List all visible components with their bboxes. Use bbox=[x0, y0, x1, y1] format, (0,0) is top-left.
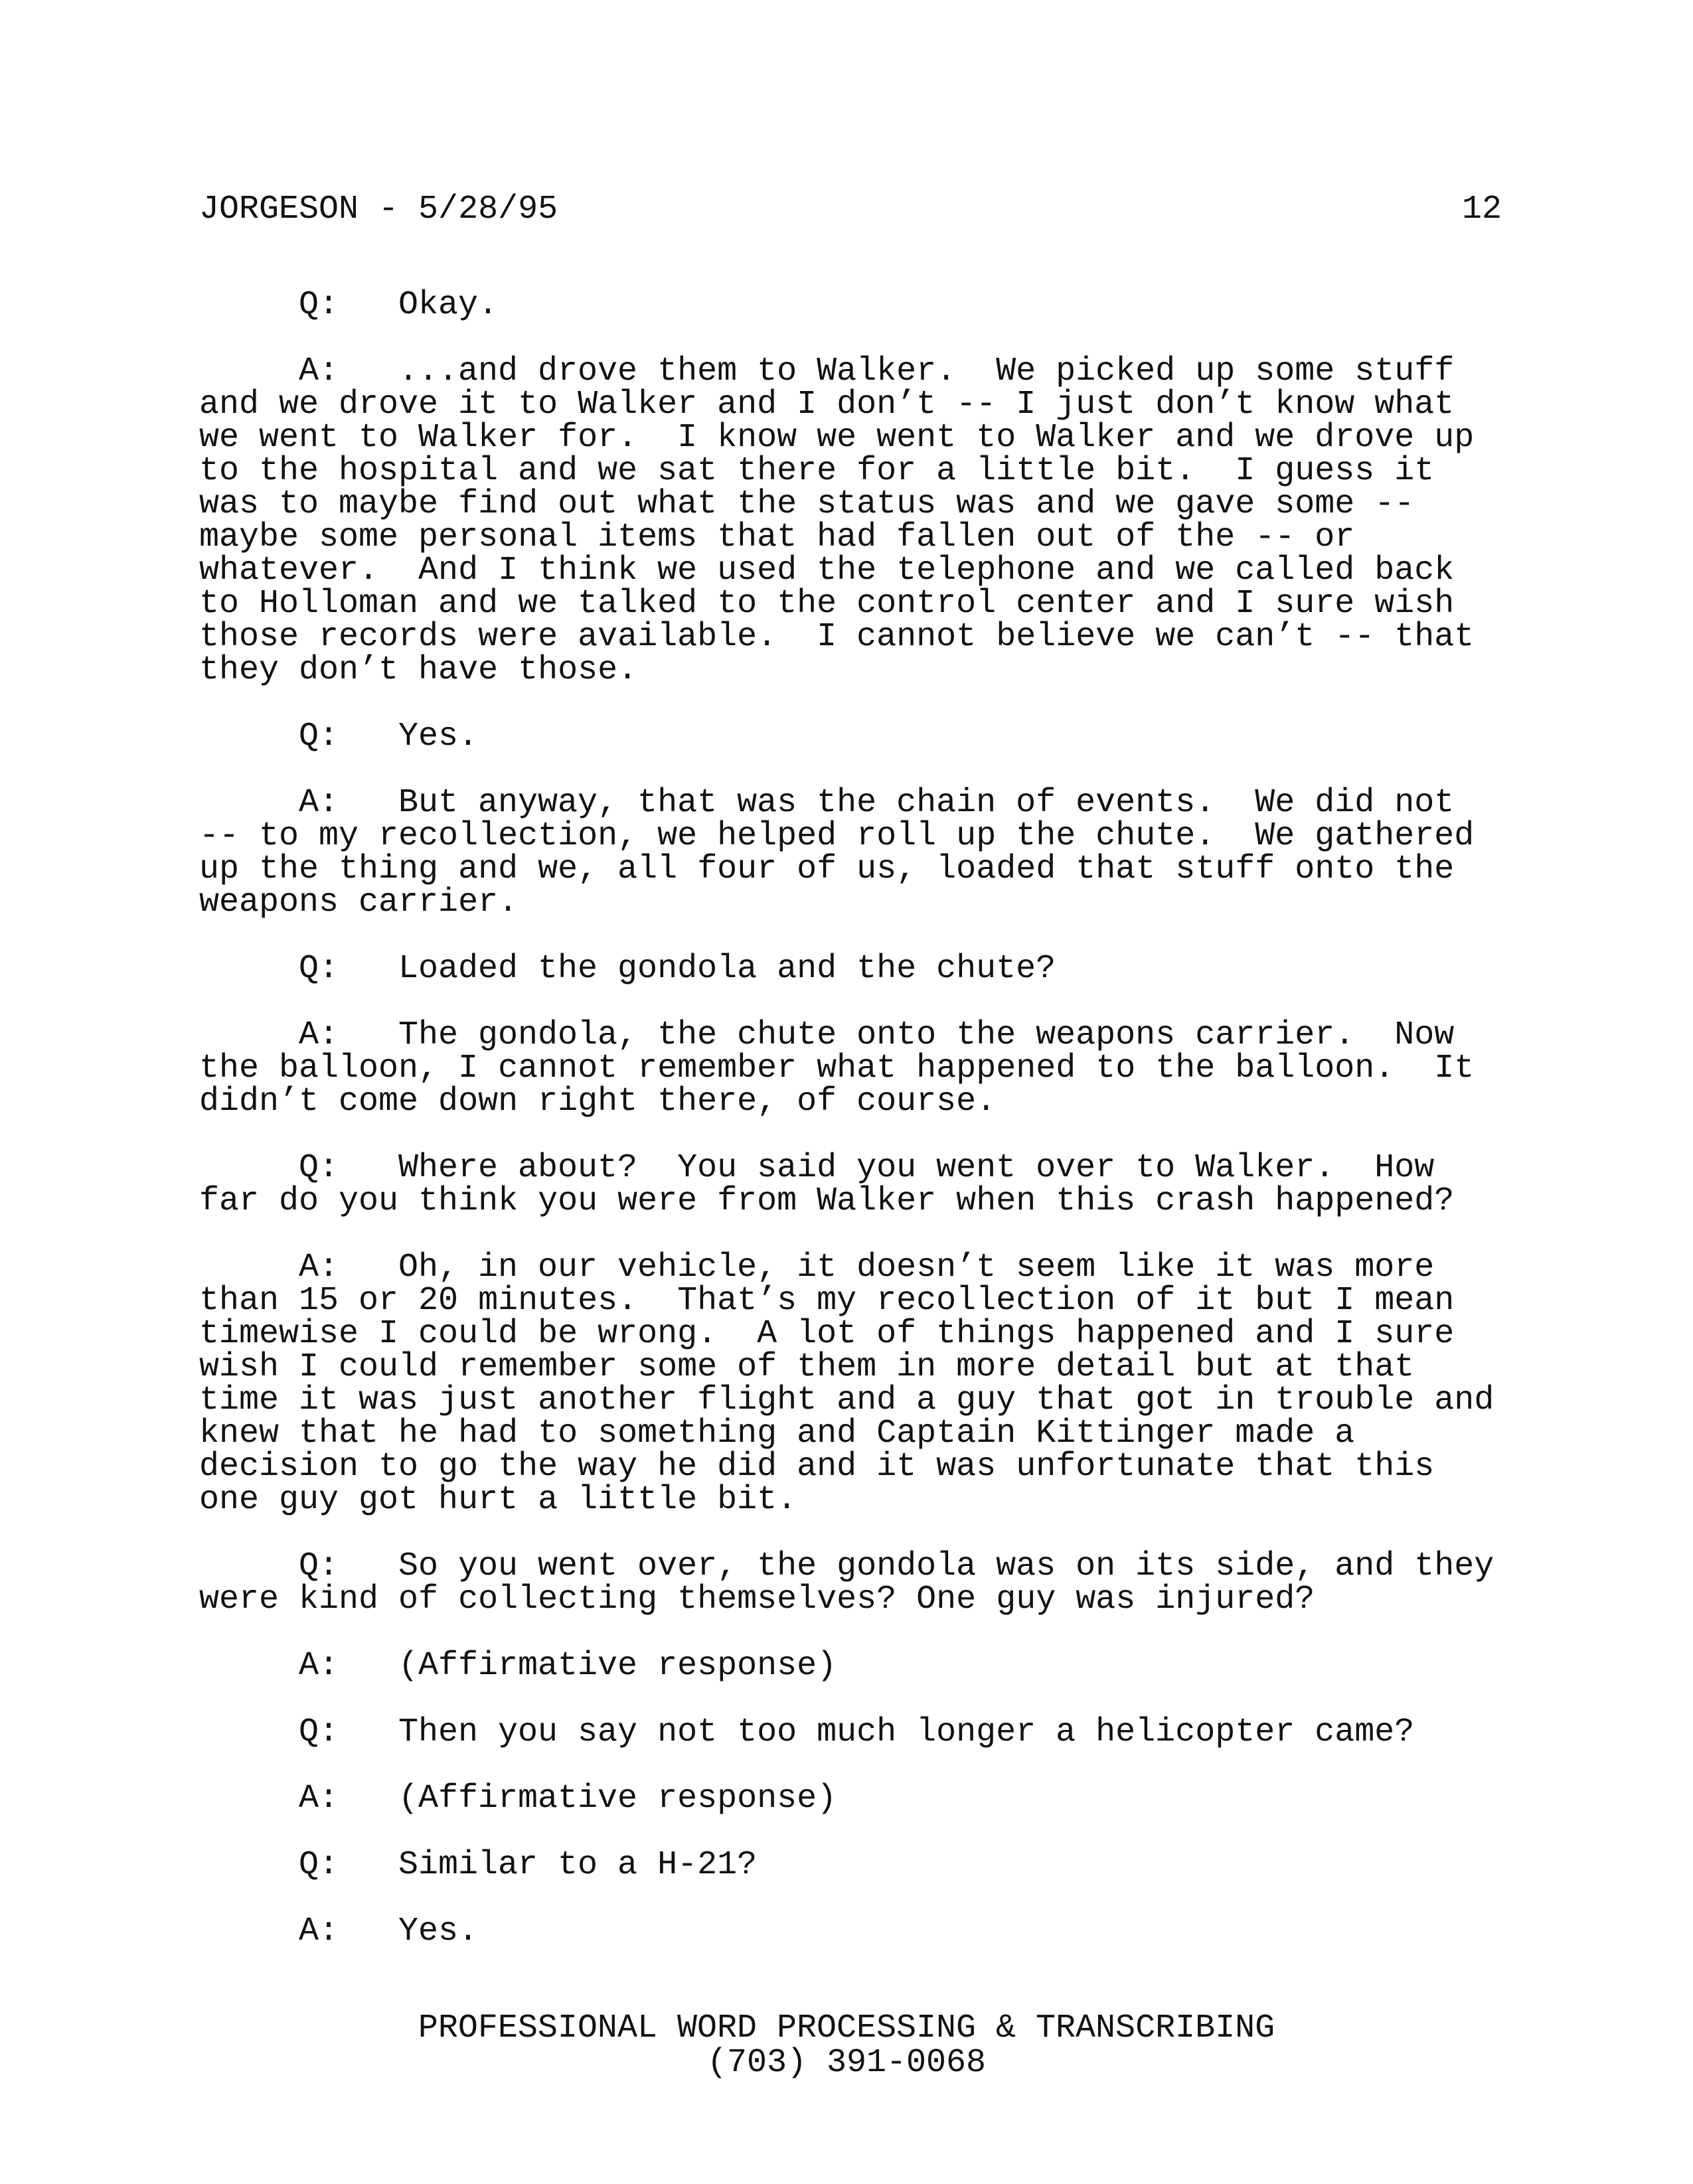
transcript-line bbox=[199, 784, 1514, 822]
transcript-line bbox=[199, 1016, 1514, 1054]
speaker-label: A: bbox=[299, 1016, 339, 1054]
line-text: The gondola, the chute onto the weapons carrier. Now bbox=[398, 1016, 1455, 1054]
speaker-label: Q: bbox=[299, 1713, 339, 1751]
transcript-line bbox=[199, 485, 1514, 523]
line-text: was to maybe find out what the status was and we gave some -- bbox=[199, 485, 1415, 523]
speaker-label: A: bbox=[299, 1912, 339, 1950]
line-text: one guy got hurt a little bit. bbox=[199, 1481, 797, 1519]
speaker-label: Q: bbox=[299, 1846, 339, 1884]
line-text: Yes. bbox=[398, 1912, 479, 1950]
transcript-line bbox=[199, 1912, 1514, 1950]
transcript-line bbox=[199, 720, 1514, 753]
line-text: Loaded the gondola and the chute? bbox=[398, 950, 1056, 988]
transcript-line bbox=[199, 1149, 1514, 1187]
answer-entry bbox=[199, 784, 1514, 921]
line-text: Then you say not too much longer a helicopter came? bbox=[398, 1713, 1415, 1751]
line-text: weapons carrier. bbox=[199, 884, 519, 921]
transcript-line bbox=[199, 452, 1514, 490]
transcript-line bbox=[199, 1282, 1514, 1320]
speaker-label: Q: bbox=[299, 1547, 339, 1585]
transcript-line bbox=[199, 618, 1514, 656]
line-text: were kind of collecting themselves? One guy was injured? bbox=[199, 1581, 1315, 1618]
line-text: decision to go the way he did and it was unfortunate that this bbox=[199, 1448, 1435, 1486]
transcript-line bbox=[199, 1417, 1514, 1450]
speaker-label: A: bbox=[299, 352, 339, 390]
transcript-line bbox=[199, 1315, 1514, 1353]
transcript-line bbox=[199, 419, 1514, 457]
answer-entry bbox=[199, 1782, 1514, 1816]
page-number: 12 bbox=[1461, 191, 1502, 228]
transcript-line bbox=[199, 1052, 1514, 1085]
transcript-body bbox=[199, 286, 1514, 1982]
line-text: Oh, in our vehicle, it doesn’t seem like it was more bbox=[398, 1249, 1435, 1287]
transcript-line bbox=[199, 1251, 1514, 1285]
transcript-line bbox=[199, 587, 1514, 621]
answer-entry bbox=[199, 1647, 1514, 1685]
line-text: Okay. bbox=[398, 286, 499, 324]
transcript-line bbox=[199, 388, 1514, 422]
transcript-line bbox=[199, 1782, 1514, 1816]
line-text: up the thing and we, all four of us, loaded that stuff onto the bbox=[199, 850, 1455, 888]
speaker-label: A: bbox=[299, 1780, 339, 1818]
transcript-line bbox=[199, 1085, 1514, 1119]
line-text: those records were available. I cannot believe we can’t -- that bbox=[199, 618, 1475, 656]
question-entry bbox=[199, 1149, 1514, 1220]
line-text: to the hospital and we sat there for a little bit. I guess it bbox=[199, 452, 1435, 490]
question-entry bbox=[199, 720, 1514, 753]
transcript-line bbox=[199, 651, 1514, 689]
line-text: ...and drove them to Walker. We picked up some stuff bbox=[398, 352, 1455, 390]
line-text: Where about? You said you went over to Walker. How bbox=[398, 1149, 1435, 1187]
transcript-line bbox=[199, 1481, 1514, 1519]
line-text: they don’t have those. bbox=[199, 651, 638, 689]
transcript-line bbox=[199, 1647, 1514, 1685]
speaker-label: Q: bbox=[299, 1149, 339, 1187]
line-text: timewise I could be wrong. A lot of things happened and I sure bbox=[199, 1315, 1455, 1353]
line-text: the balloon, I cannot remember what happened to the balloon. It bbox=[199, 1050, 1475, 1087]
line-text: wish I could remember some of them in more detail but at that bbox=[199, 1348, 1415, 1386]
line-text: (Affirmative response) bbox=[398, 1647, 837, 1685]
transcript-line bbox=[199, 886, 1514, 919]
line-text: far do you think you were from Walker when this crash happened? bbox=[199, 1182, 1455, 1220]
transcript-line bbox=[199, 1450, 1514, 1484]
line-text: So you went over, the gondola was on its side, and they bbox=[398, 1547, 1494, 1585]
header-title: JORGESON - 5/28/95 bbox=[199, 191, 558, 228]
question-entry bbox=[199, 1713, 1514, 1751]
line-text: than 15 or 20 minutes. That’s my recollection of it but I mean bbox=[199, 1282, 1455, 1320]
page-header bbox=[199, 190, 1502, 230]
line-text: Similar to a H-21? bbox=[398, 1846, 758, 1884]
question-entry bbox=[199, 1846, 1514, 1884]
answer-entry bbox=[199, 1912, 1514, 1950]
speaker-label: A: bbox=[299, 784, 339, 822]
transcript-line bbox=[199, 1348, 1514, 1386]
transcript-line bbox=[199, 554, 1514, 587]
page-footer bbox=[0, 2011, 1693, 2080]
transcript-line bbox=[199, 1381, 1514, 1419]
line-text: (Affirmative response) bbox=[398, 1780, 837, 1818]
footer-company: PROFESSIONAL WORD PROCESSING & TRANSCRIBING bbox=[418, 2009, 1275, 2047]
line-text: -- to my recollection, we helped roll up the chute. We gathered bbox=[199, 817, 1475, 855]
transcript-line bbox=[199, 1182, 1514, 1220]
transcript-line bbox=[199, 1547, 1514, 1585]
speaker-label: Q: bbox=[299, 950, 339, 988]
answer-entry bbox=[199, 1251, 1514, 1517]
transcript-line bbox=[199, 850, 1514, 888]
transcript-line bbox=[199, 518, 1514, 556]
answer-entry bbox=[199, 352, 1514, 689]
transcript-line bbox=[199, 1713, 1514, 1751]
line-text: didn’t come down right there, of course. bbox=[199, 1083, 997, 1121]
question-entry bbox=[199, 950, 1514, 988]
transcript-line bbox=[199, 817, 1514, 855]
line-text: and we drove it to Walker and I don’t -- I just don’t know what bbox=[199, 386, 1455, 424]
line-text: to Holloman and we talked to the control center and I sure wish bbox=[199, 585, 1455, 623]
line-text: we went to Walker for. I know we went to Walker and we drove up bbox=[199, 419, 1475, 457]
line-text: knew that he had to something and Captain Kittinger made a bbox=[199, 1415, 1355, 1452]
question-entry bbox=[199, 1547, 1514, 1618]
speaker-label: Q: bbox=[299, 286, 339, 324]
line-text: Yes. bbox=[398, 718, 479, 755]
transcript-line bbox=[199, 352, 1514, 390]
line-text: But anyway, that was the chain of events. We did not bbox=[398, 784, 1455, 822]
footer-phone: (703) 391-0068 bbox=[706, 2044, 987, 2082]
answer-entry bbox=[199, 1016, 1514, 1121]
speaker-label: A: bbox=[299, 1249, 339, 1287]
line-text: maybe some personal items that had fallen out of the -- or bbox=[199, 518, 1355, 556]
line-text: whatever. And I think we used the telephone and we called back bbox=[199, 552, 1455, 589]
transcript-line bbox=[199, 1583, 1514, 1616]
speaker-label: A: bbox=[299, 1647, 339, 1685]
transcript-line bbox=[199, 1846, 1514, 1884]
transcript-line bbox=[199, 950, 1514, 988]
question-entry bbox=[199, 286, 1514, 324]
transcript-line bbox=[199, 286, 1514, 324]
speaker-label: Q: bbox=[299, 718, 339, 755]
line-text: time it was just another flight and a guy that got in trouble and bbox=[199, 1381, 1494, 1419]
